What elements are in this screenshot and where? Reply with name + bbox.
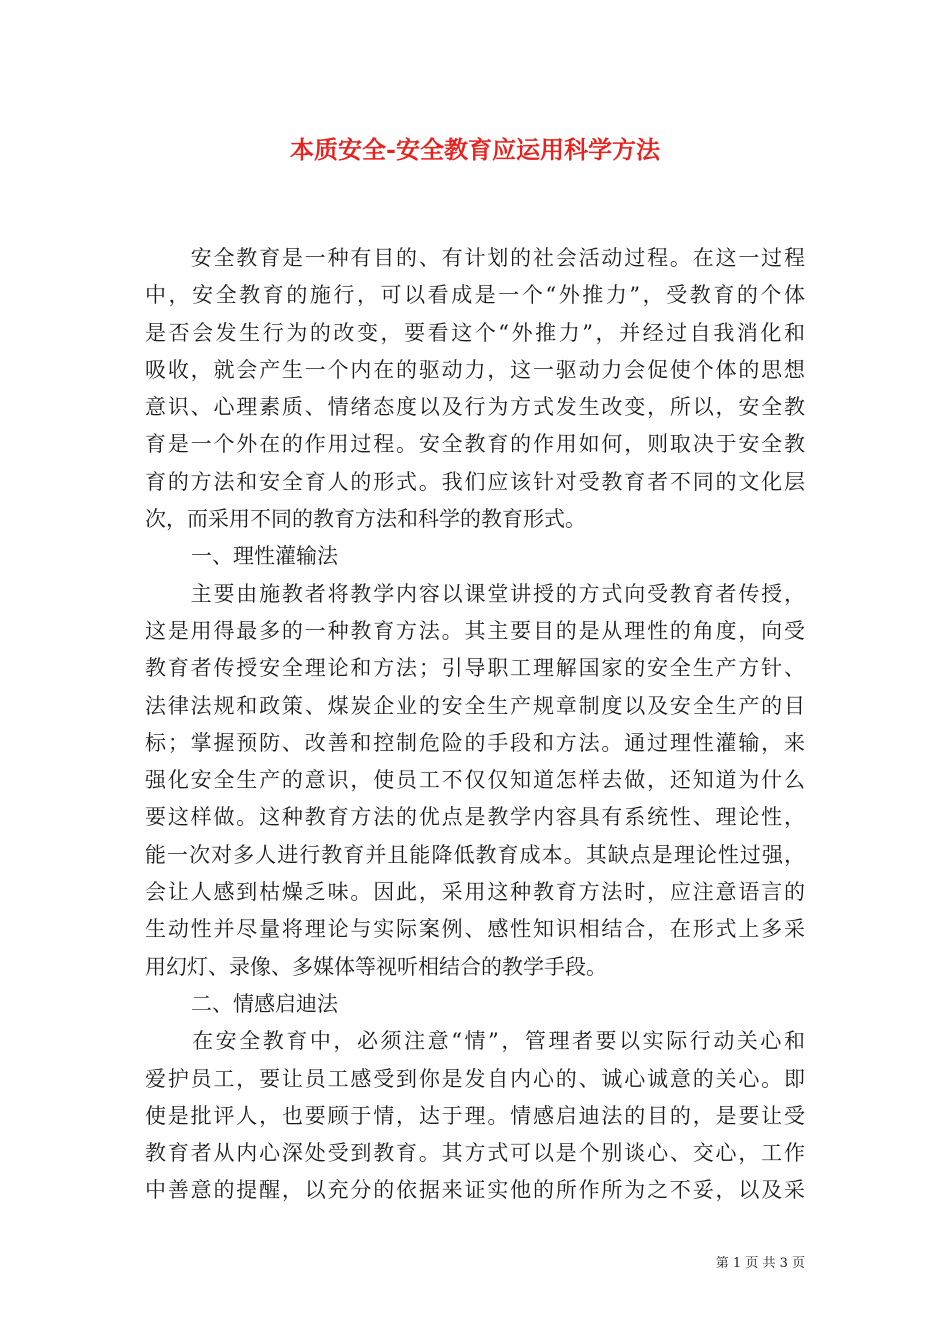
paragraph-line: 法律法规和政策、煤炭企业的安全生产规章制度以及安全生产的目 bbox=[145, 693, 805, 718]
paragraph-line: 爱护员工，要让员工感受到你是发自内心的、诚心诚意的关心。即 bbox=[145, 1066, 805, 1091]
paragraph-line: 这是用得最多的一种教育方法。其主要目的是从理性的角度，向受 bbox=[145, 618, 805, 643]
document-title: 本质安全-安全教育应运用科学方法 bbox=[290, 135, 660, 164]
paragraph-line: 育的方法和安全育人的形式。我们应该针对受教育者不同的文化层 bbox=[145, 469, 805, 494]
paragraph-line: 教育者传授安全理论和方法；引导职工理解国家的安全生产方针、 bbox=[145, 656, 805, 681]
paragraph-line: 用幻灯、录像、多媒体等视听相结合的教学手段。 bbox=[145, 954, 607, 979]
paragraph-line: 是否会发生行为的改变，要看这个“外推力”，并经过自我消化和 bbox=[145, 320, 805, 345]
paragraph-line: 中，安全教育的施行，可以看成是一个“外推力”，受教育的个体 bbox=[145, 283, 805, 308]
paragraph-line: 中善意的提醒，以充分的依据来证实他的所作所为之不妥，以及采 bbox=[145, 1178, 805, 1203]
paragraph-line: 教育者从内心深处受到教育。其方式可以是个别谈心、交心，工作 bbox=[145, 1141, 805, 1166]
section-heading: 一、理性灌输法 bbox=[191, 544, 338, 569]
paragraph-line: 要这样做。这种教育方法的优点是教学内容具有系统性、理论性， bbox=[145, 805, 805, 830]
paragraph-line: 次，而采用不同的教育方法和科学的教育形式。 bbox=[145, 507, 586, 532]
paragraph-line: 生动性并尽量将理论与实际案例、感性知识相结合，在形式上多采 bbox=[145, 917, 805, 942]
paragraph-line: 会让人感到枯燥乏味。因此，采用这种教育方法时，应注意语言的 bbox=[145, 880, 805, 905]
paragraph-line: 安全教育是一种有目的、有计划的社会活动过程。在这一过程 bbox=[145, 246, 805, 270]
document-body bbox=[145, 240, 805, 1210]
paragraph-line: 意识、心理素质、情绪态度以及行为方式发生改变，所以，安全教 bbox=[145, 395, 805, 420]
paragraph-line: 使是批评人，也要顾于情，达于理。情感启迪法的目的，是要让受 bbox=[145, 1103, 805, 1128]
paragraph-line: 强化安全生产的意识，使员工不仅仅知道怎样去做，还知道为什么 bbox=[145, 768, 805, 793]
paragraph-line: 标；掌握预防、改善和控制危险的手段和方法。通过理性灌输，来 bbox=[145, 730, 805, 755]
page-number-footer: 第 1 页 共 3 页 bbox=[715, 1256, 805, 1271]
paragraph-line: 主要由施教者将教学内容以课堂讲授的方式向受教育者传授， bbox=[145, 581, 805, 606]
paragraph-line: 在安全教育中，必须注意“情”，管理者要以实际行动关心和 bbox=[145, 1029, 805, 1054]
section-heading: 二、情感启迪法 bbox=[191, 991, 338, 1016]
paragraph-line: 吸收，就会产生一个内在的驱动力，这一驱动力会促使个体的思想 bbox=[145, 357, 805, 382]
paragraph-line: 能一次对多人进行教育并且能降低教育成本。其缺点是理论性过强， bbox=[145, 842, 805, 867]
paragraph-line: 育是一个外在的作用过程。安全教育的作用如何，则取决于安全教 bbox=[145, 432, 805, 457]
